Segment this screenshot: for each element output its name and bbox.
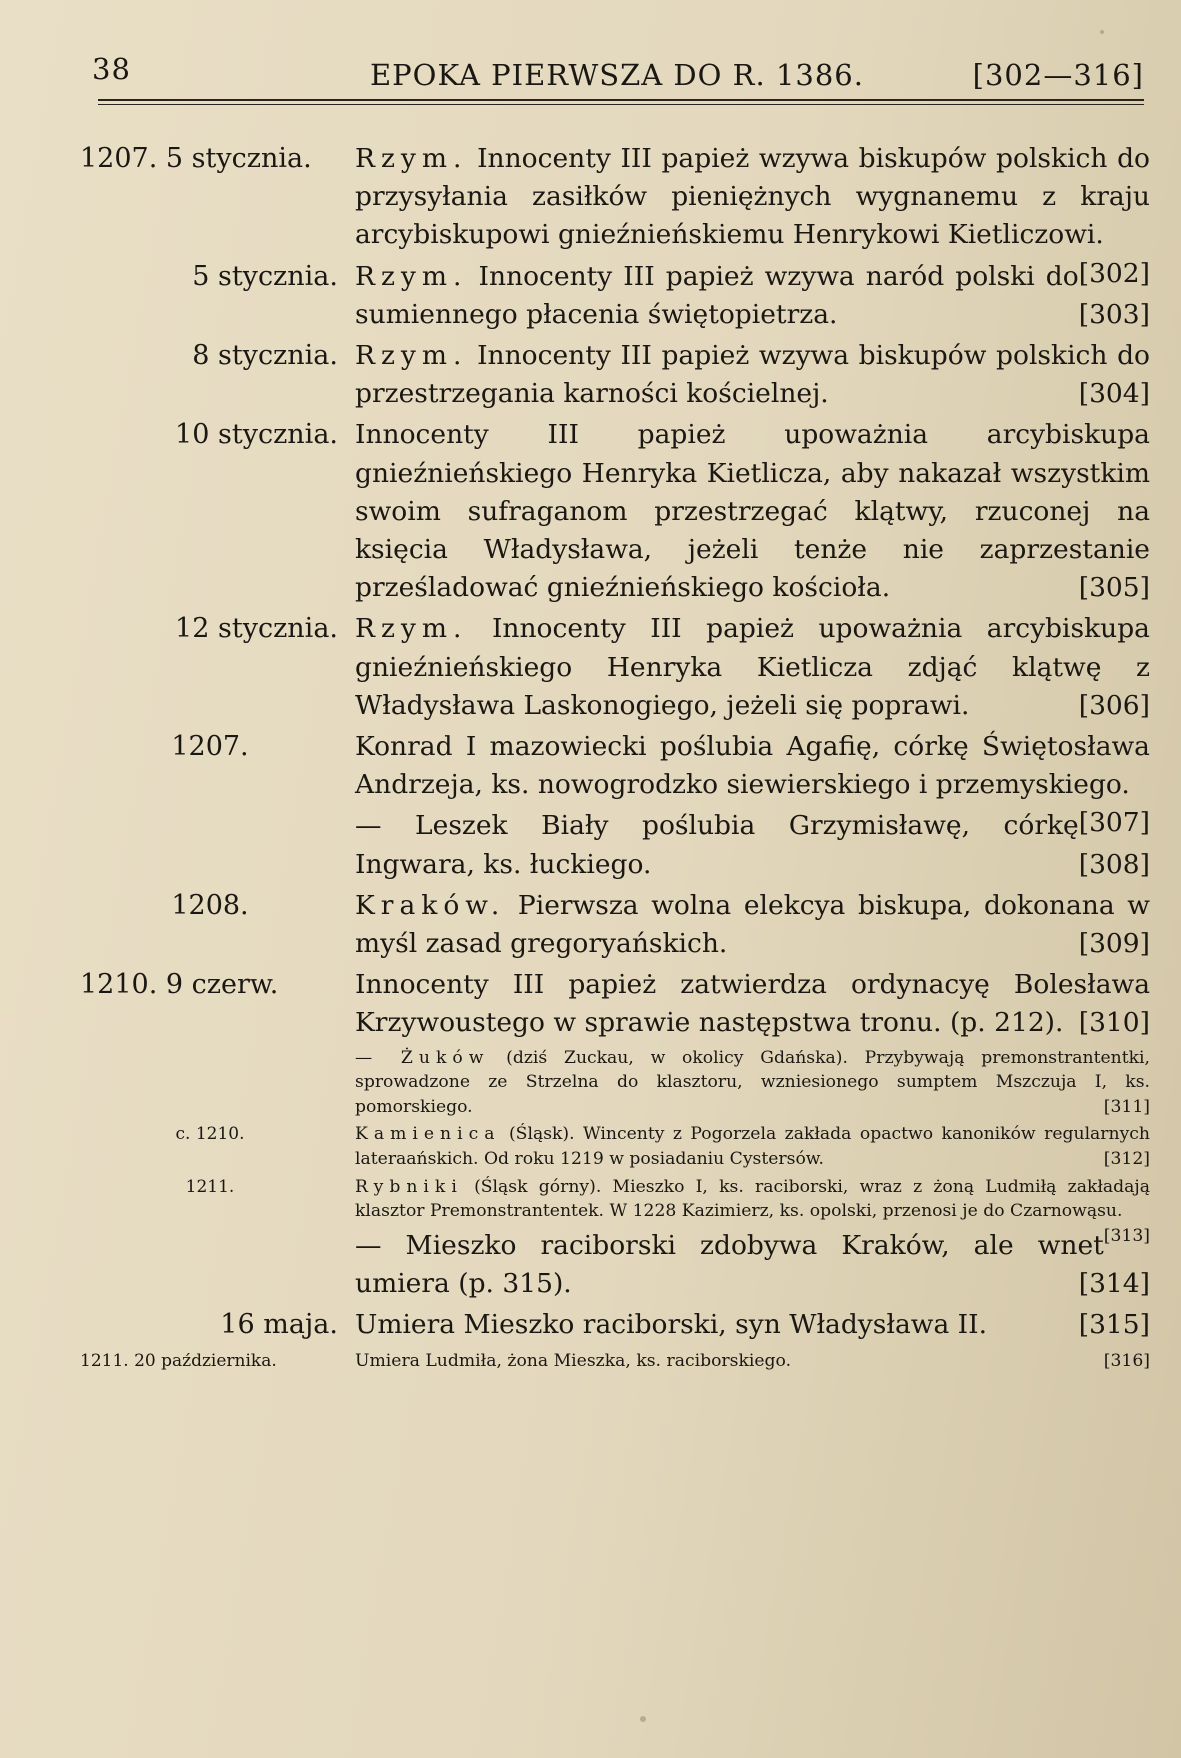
entry-text: Pierwsza wolna elekcya biskupa, dokonana w myśl zasad gregoryańskich. [355, 889, 1150, 960]
entry-body [355, 887, 1150, 963]
entry-312 [0, 1122, 1181, 1171]
entry-text: (dziś Zuckau, w okolicy Gdańska). Przybywają premonstrantentki, sprowadzone ze Strzelna do klasztoru, wzniesionego sumptem Mszczuja I, ks. pomorskiego. [355, 1047, 1150, 1117]
entry-place: Rzym. [355, 260, 468, 292]
entry-place: Rzym. [355, 143, 468, 174]
entry-date: 16 maja. [220, 1309, 338, 1341]
entry-305 [0, 416, 1181, 607]
entry-text: Innocenty III papież upoważnia arcybiskupa gnieźnieńskiego Henryka Kietlicza, aby nakazał wszystkim swoim sufraganom przestrzegać klątwy, rzuconej na księcia Władysława, jeżeli tenże nie zaprzestanie prześladować gnieźnieńskiego kościoła. [355, 419, 1150, 604]
entry-number: [307] [1078, 807, 1150, 839]
entry-date: 5 stycznia. [192, 260, 338, 292]
entry-date: c. 1210. [175, 1124, 245, 1145]
entry-302 [0, 140, 1181, 289]
entry-text: Innocenty III papież zatwierdza ordynacyę Bolesława Krzywoustego w sprawie następstwa tronu. (p. 212). [355, 969, 1150, 1039]
header-rule [98, 99, 1144, 101]
entry-text: Innocenty III papież upoważnia arcybiskupa gnieźnieńskiego Henryka Kietlicza zdjąć klątwę z Władysława Laskonogiego, jeżeli się poprawi. [355, 613, 1150, 721]
entry-number: [303] [1078, 298, 1150, 330]
entry-number: [302] [1078, 257, 1150, 289]
entry-number: [306] [1078, 689, 1150, 721]
entry-number: [310] [1078, 1007, 1150, 1039]
entry-number: [304] [1078, 378, 1150, 410]
entry-body [355, 337, 1150, 413]
entry-text: — Mieszko raciborski zdobywa Kraków, ale wnet umiera (p. 315). [355, 1229, 1104, 1300]
entry-307 [0, 728, 1181, 839]
entry-place: Rybniki [355, 1176, 463, 1197]
entry-313 [0, 1175, 1181, 1246]
entry-body [355, 1046, 1150, 1120]
chronology-entries [0, 140, 1181, 1392]
entry-number: [315] [1078, 1309, 1150, 1341]
entry-date: 12 stycznia. [175, 613, 338, 645]
entry-date: 1208. [171, 889, 249, 921]
entry-309 [0, 887, 1181, 963]
entry-text: Umiera Mieszko raciborski, syn Władysława II. [355, 1309, 988, 1341]
entry-308 [0, 807, 1181, 883]
entry-315 [0, 1306, 1181, 1346]
entry-text: Umiera Ludmiła, żona Mieszka, ks. raciborskiego. [355, 1351, 792, 1372]
entry-number: [314] [1078, 1268, 1150, 1300]
entry-number: [305] [1078, 572, 1150, 604]
page-number: 38 [92, 52, 131, 86]
entry-place: Rzym. [355, 340, 468, 372]
entry-304 [0, 337, 1181, 413]
entry-306 [0, 610, 1181, 725]
entry-place: Kamienica [355, 1124, 501, 1145]
header-rule-thin [98, 104, 1144, 105]
entry-body [355, 728, 1150, 839]
entry-date: 8 stycznia. [192, 340, 338, 372]
entry-text: Innocenty III papież wzywa naród polski do sumiennego płacenia świętopietrza. [355, 260, 1079, 330]
entry-number: [313] [1103, 1225, 1150, 1246]
entry-number: [309] [1078, 928, 1150, 960]
entry-number: [316] [1103, 1351, 1150, 1372]
entry-text: Konrad I mazowiecki poślubia Agafię, córkę Świętosława Andrzeja, ks. nowogrodzko siewierskiego i przemyskiego. [355, 731, 1150, 801]
entry-body [355, 258, 1150, 334]
running-title: EPOKA PIERWSZA DO R. 1386. [370, 58, 864, 92]
entry-date: 1210. 9 czerw. [80, 969, 279, 1001]
entry-body [355, 1227, 1150, 1303]
paper-speck [1100, 30, 1104, 34]
entry-date: 1211. 20 października. [80, 1351, 277, 1372]
entry-body [355, 966, 1150, 1042]
entry-place: Kraków. [355, 889, 506, 921]
entry-303 [0, 258, 1181, 334]
entry-314 [0, 1227, 1181, 1303]
paper-speck [640, 1716, 646, 1722]
entry-body [355, 140, 1150, 289]
entry-date: 10 stycznia. [175, 419, 338, 451]
entry-body [355, 807, 1150, 883]
entry-date: 1207. [171, 731, 249, 763]
entry-text: Innocenty III papież wzywa biskupów polskich do przysyłania zasiłków pieniężnych wygnanemu z kraju arcybiskupowi gnieźnieńskiemu Henrykowi Kietliczowi. [355, 143, 1150, 251]
entry-date: 1207. 5 stycznia. [80, 143, 312, 174]
entry-body [355, 1175, 1151, 1246]
entry-316 [0, 1349, 1181, 1389]
entry-place: Rzym. [355, 613, 468, 645]
page-header [92, 52, 1144, 98]
entry-text: (Śląsk). Wincenty z Pogorzela zakłada opactwo kanoników regularnych lateraańskich. Od roku 1219 w posiadaniu Cystersów. [355, 1124, 1150, 1170]
entry-body [355, 1306, 1150, 1344]
entry-number: [308] [1078, 848, 1150, 880]
entry-range: [302—316] [972, 58, 1144, 92]
entry-place: — Żuków [355, 1047, 490, 1068]
entry-310 [0, 966, 1181, 1042]
entry-311 [0, 1046, 1181, 1120]
entry-text: (Śląsk górny). Mieszko I, ks. raciborski, wraz z żoną Ludmiłą zakładają klasztor Premonstrantentek. W 1228 Kazimierz, ks. opolski, przenosi je do Czarnowąsu. [355, 1176, 1151, 1222]
entry-text: Innocenty III papież wzywa biskupów polskich do przestrzegania karności kościelnej. [355, 340, 1150, 410]
entry-text: — Leszek Biały poślubia Grzymisławę, córkę Ingwara, ks. łuckiego. [355, 810, 1079, 880]
entry-body [355, 416, 1150, 607]
entry-body [355, 1122, 1150, 1171]
entry-date: 1211. [185, 1176, 235, 1197]
entry-body [355, 1349, 1150, 1374]
entry-body [355, 610, 1150, 725]
entry-number: [311] [1103, 1096, 1150, 1117]
entry-number: [312] [1103, 1149, 1150, 1170]
